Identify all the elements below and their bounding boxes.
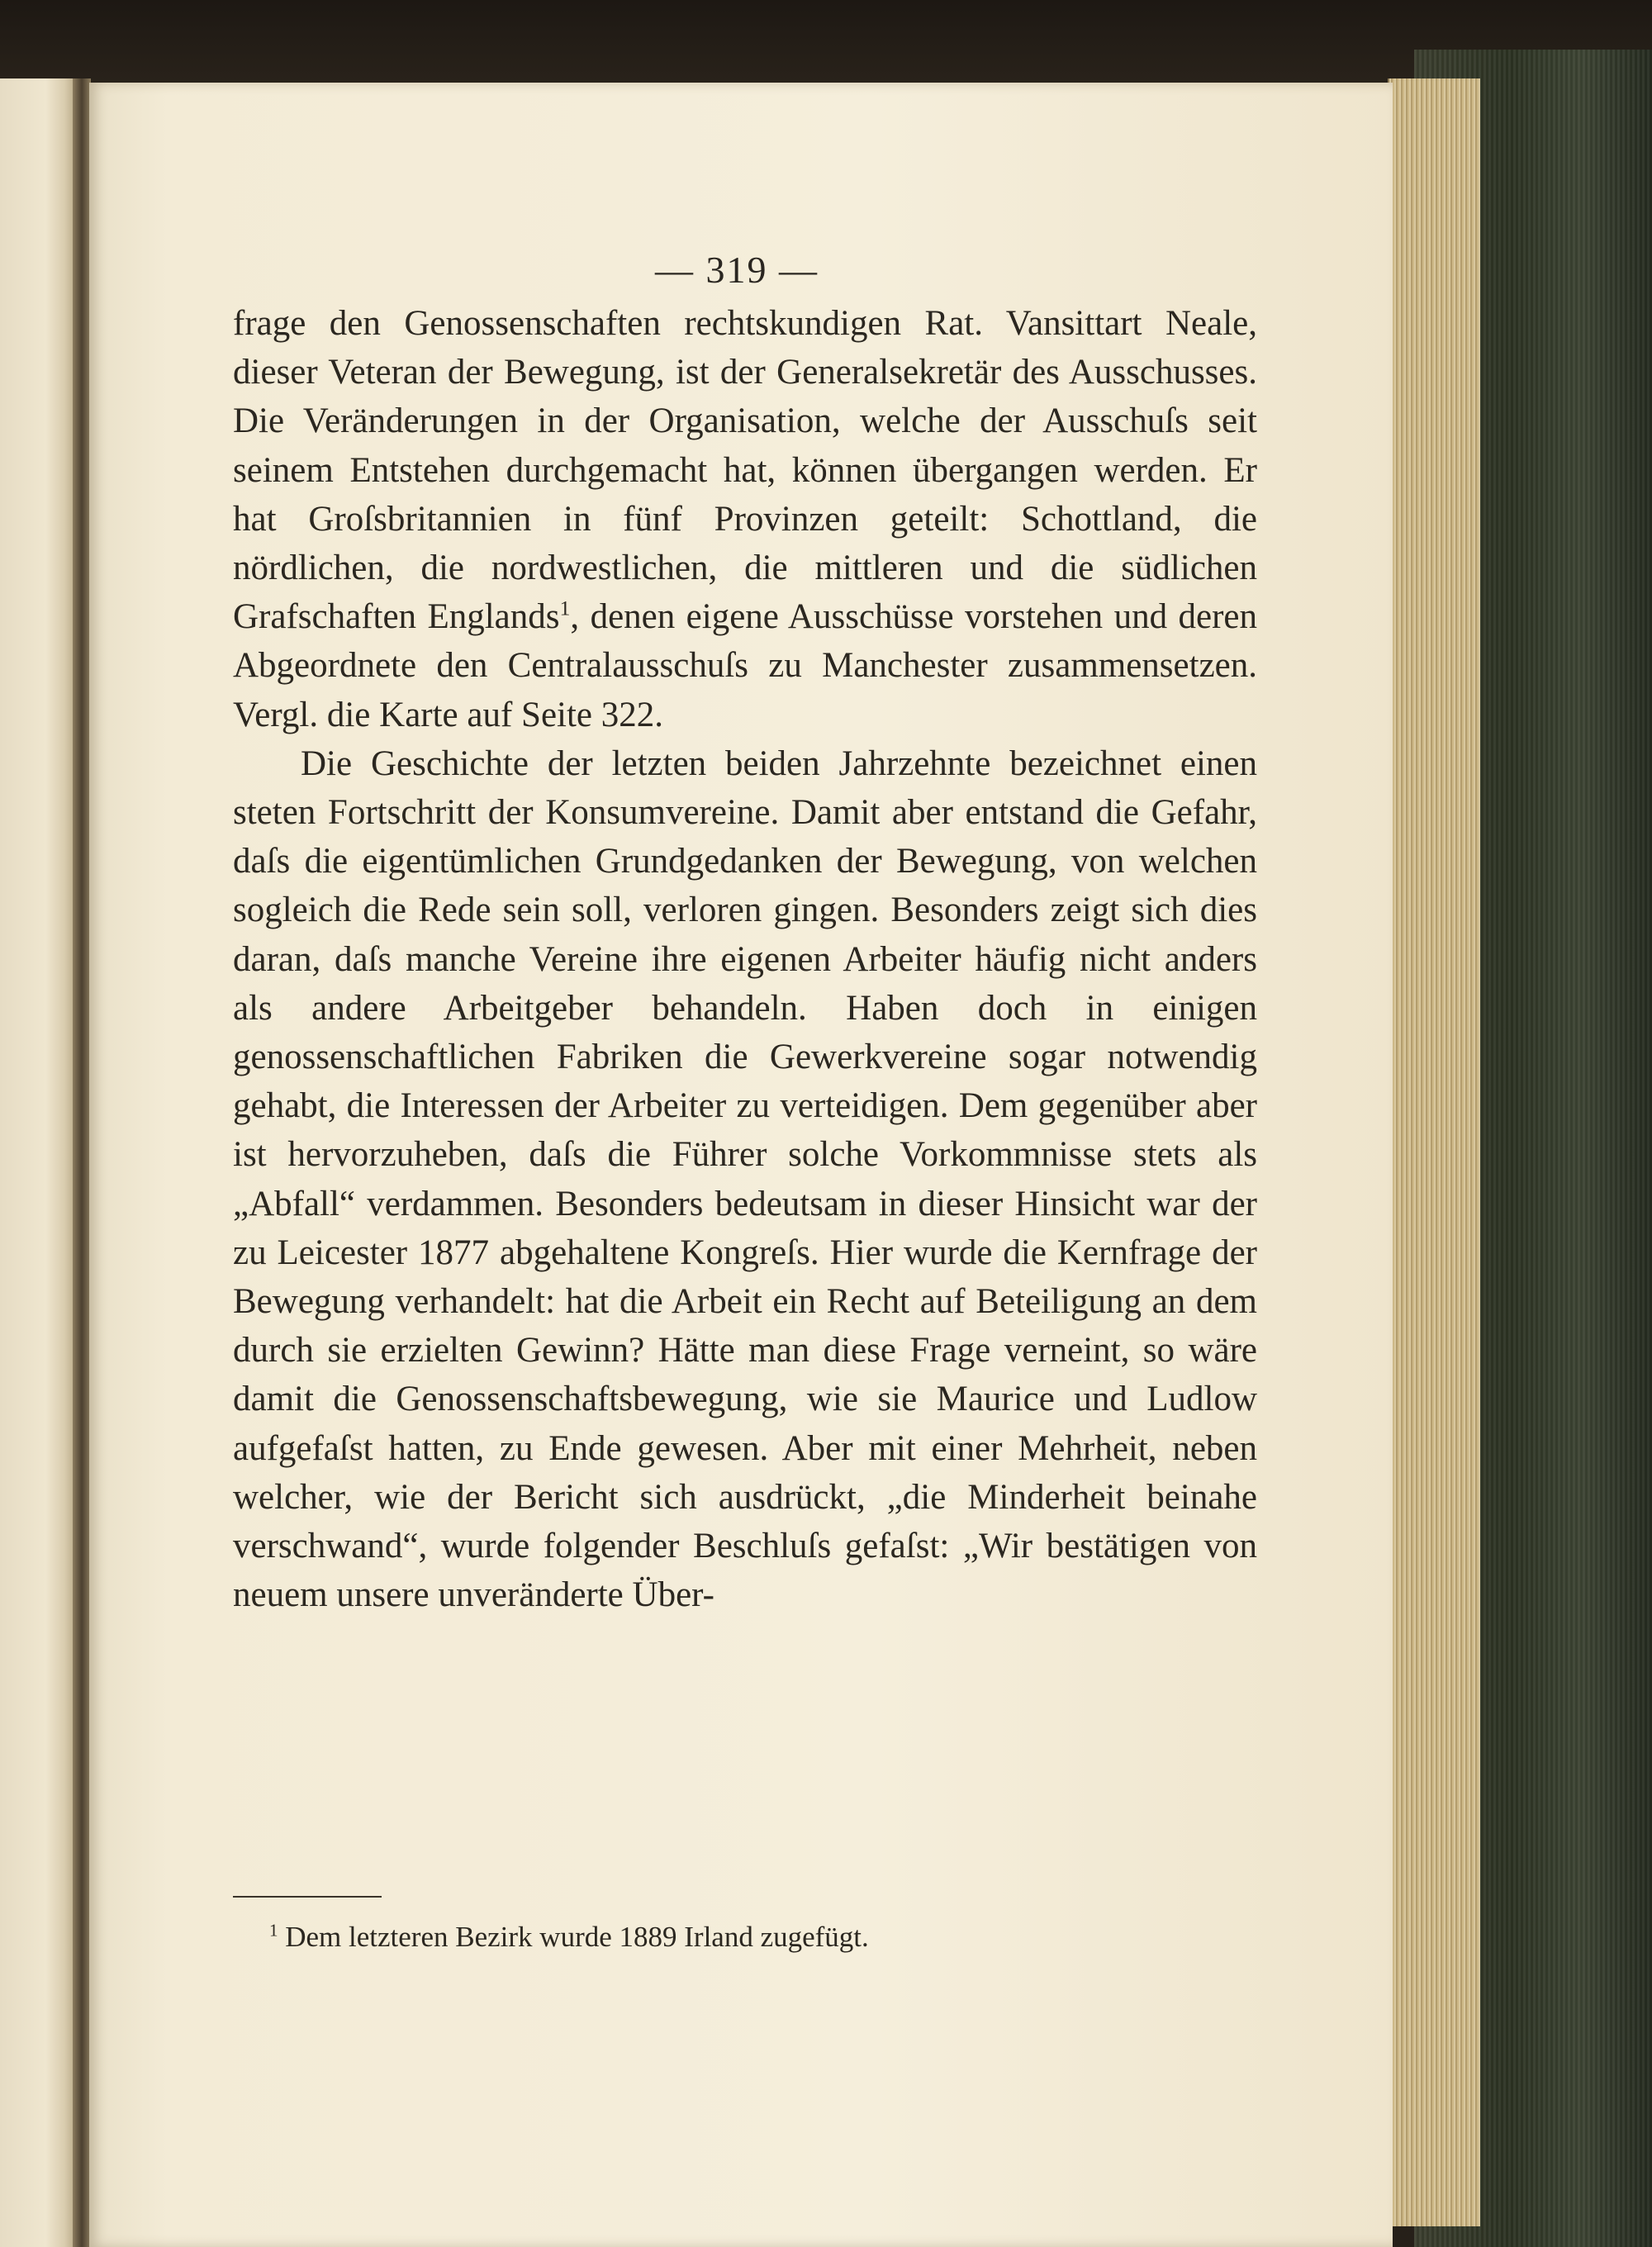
footnote-marker: 1 bbox=[269, 1920, 278, 1941]
footnote-text: Dem letzteren Bezirk wurde 1889 Irland zugefügt. bbox=[285, 1921, 869, 1953]
scan-background-top bbox=[0, 0, 1652, 91]
book-gutter bbox=[73, 78, 91, 2247]
book-page bbox=[89, 83, 1393, 2247]
page-block-edges bbox=[1388, 78, 1480, 2226]
footnote bbox=[269, 1921, 869, 1954]
footnote-divider bbox=[233, 1896, 382, 1898]
body-text bbox=[233, 299, 1257, 1619]
facing-page-edge bbox=[0, 78, 76, 2247]
paragraph-1-text: frage den Genossenschaften rechtskundigen Rat. Vansittart Neale, dieser Veteran der Bewegung, ist der Generalsekretär des Ausschusses. Die Veränderungen in der Organisation, welche der Ausschuſs seit seinem Entstehen durchgemacht hat, können übergangen werden. Er hat Groſsbritannien in fünf Provinzen geteilt: Schottland, die nördlichen, die nordwestlichen, die mittleren und die südlichen Grafschaften Englands bbox=[233, 304, 1257, 637]
paragraph-1 bbox=[233, 299, 1257, 739]
paragraph-1-text-continued: , denen eigene Ausschüsse vorstehen und deren Abgeordnete den Centralausschuſs zu Manchester zusammensetzen. Vergl. die Karte auf Seite 322. bbox=[233, 597, 1257, 734]
footnote-reference: 1 bbox=[559, 596, 571, 620]
page-number: — 319 — bbox=[655, 249, 819, 291]
paragraph-2: Die Geschichte der letzten beiden Jahrzehnte bezeichnet einen steten Fortschritt der Konsumvereine. Damit aber entstand die Gefahr, daſs die eigentümlichen Grundgedanken der Bewegung, von welchen sogleich die Rede sein soll, verloren gingen. Besonders zeigt sich dies daran, daſs manche Vereine ihre eigenen Arbeiter häufig nicht anders als andere Arbeitgeber behandeln. Haben doch in einigen genossenschaftlichen Fabriken die Gewerkvereine sogar notwendig gehabt, die Interessen der Arbeiter zu verteidigen. Dem gegenüber aber ist hervorzuheben, daſs die Führer solche Vorkommnisse stets als „Abfall“ verdammen. Besonders bedeutsam in dieser Hinsicht war der zu Leicester 1877 abgehaltene Kongreſs. Hier wurde die Kernfrage der Bewegung verhandelt: hat die Arbeit ein Recht auf Beteiligung an dem durch sie erzielten Gewinn? Hätte man diese Frage verneint, so wäre damit die Genossenschaftsbewegung, wie sie Maurice und Ludlow aufgefaſst hatten, zu Ende gewesen. Aber mit einer Mehrheit, neben welcher, wie der Bericht sich ausdrückt, „die Minderheit beinahe verschwand“, wurde folgender Beschluſs gefaſst: „Wir bestätigen von neuem unsere unveränderte Über- bbox=[233, 743, 1257, 1615]
